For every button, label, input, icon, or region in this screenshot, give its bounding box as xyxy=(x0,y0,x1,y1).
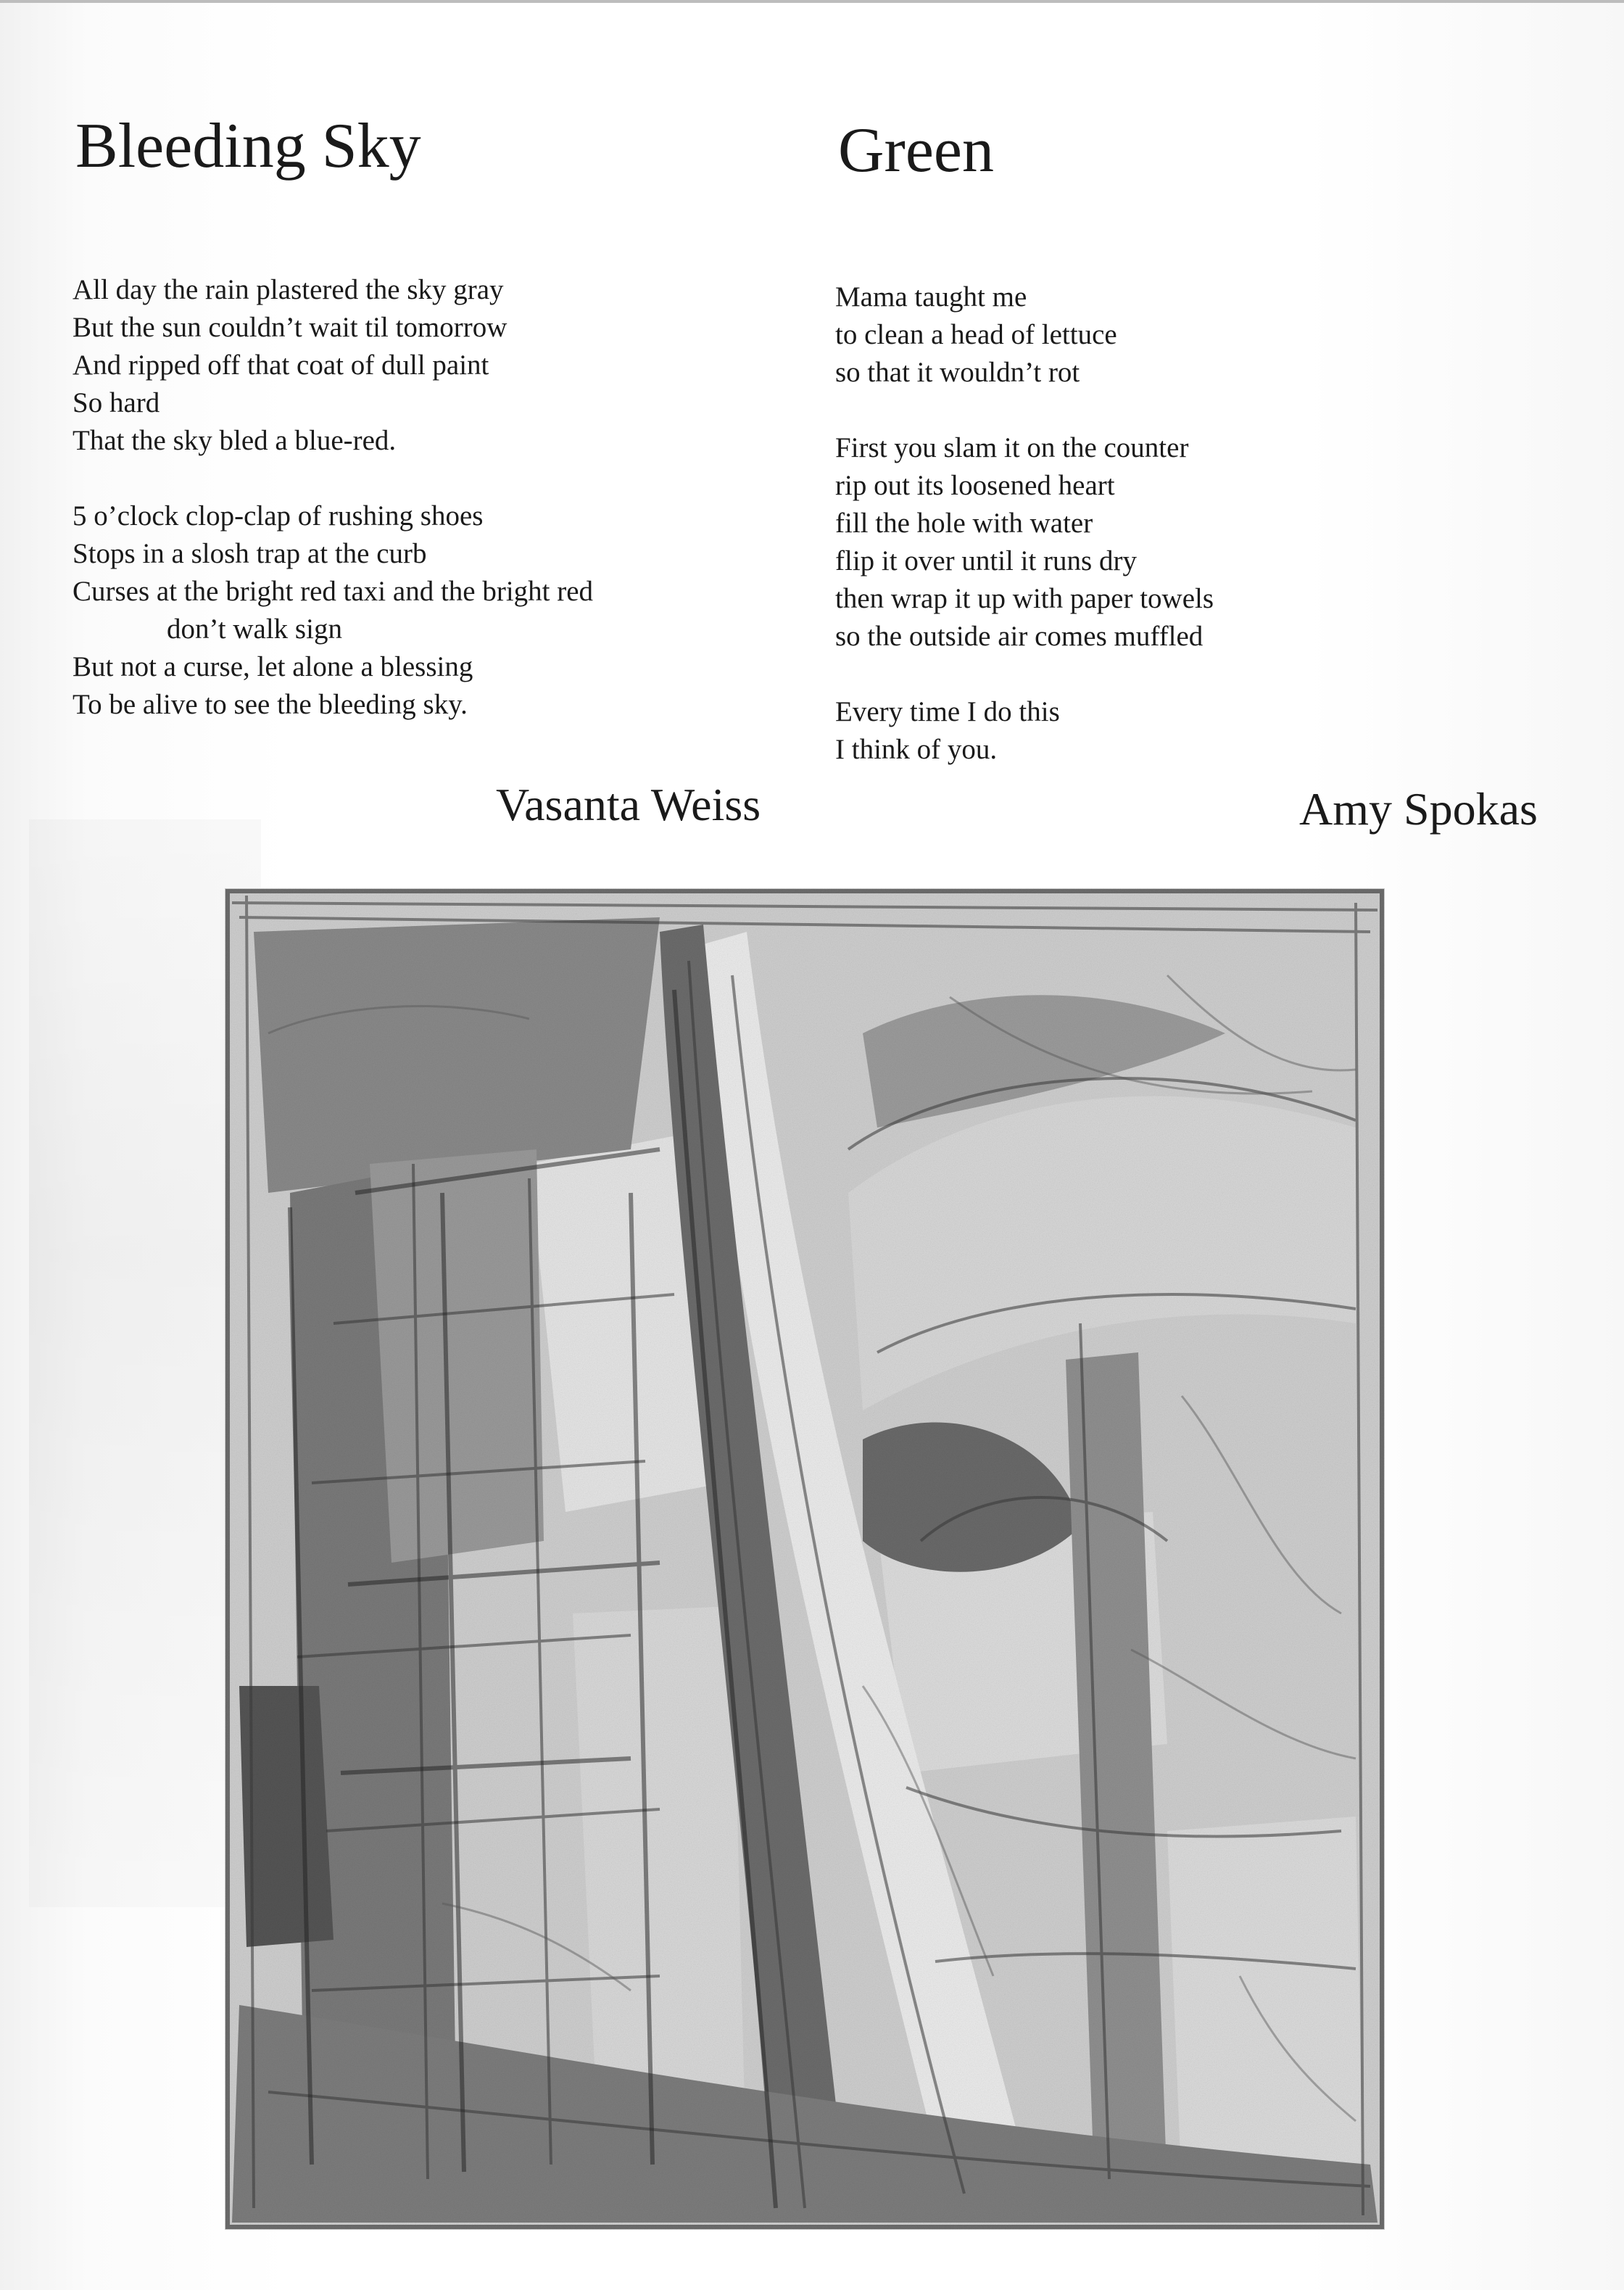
poem-line: And ripped off that coat of dull paint xyxy=(72,350,489,381)
stanza xyxy=(835,278,1214,392)
stanza-gap xyxy=(835,392,1214,429)
page-edge xyxy=(0,0,1624,3)
poem-line: rip out its loosened heart xyxy=(835,470,1115,501)
stanza xyxy=(835,693,1214,769)
poem-line: Curses at the bright red taxi and the bright red xyxy=(72,576,594,607)
stanza xyxy=(835,429,1214,656)
poem-line: To be alive to see the bleeding sky. xyxy=(72,689,468,720)
poem-line: to clean a head of lettuce xyxy=(835,319,1117,350)
sketch-icon xyxy=(225,888,1385,2230)
poem-line: First you slam it on the counter xyxy=(835,432,1189,463)
poem-line: But not a curse, let alone a blessing xyxy=(72,651,473,682)
poem-line: So hard xyxy=(72,387,160,418)
poem-line: so that it wouldn’t rot xyxy=(835,357,1080,388)
poem-line: All day the rain plastered the sky gray xyxy=(72,274,504,305)
stanza-gap xyxy=(835,656,1214,693)
author-vasanta-weiss: Vasanta Weiss xyxy=(496,779,761,830)
poem-line: Stops in a slosh trap at the curb xyxy=(72,538,427,569)
poem-title: Green xyxy=(838,115,994,186)
stanza xyxy=(72,271,593,460)
poem-bleeding-sky xyxy=(75,111,421,181)
stanza xyxy=(72,497,593,724)
poem-line: Every time I do this xyxy=(835,696,1060,727)
poem-green xyxy=(838,115,994,186)
poem-green-body xyxy=(835,278,1214,769)
poem-line: flip it over until it runs dry xyxy=(835,545,1137,576)
poem-line: 5 o’clock clop-clap of rushing shoes xyxy=(72,500,484,532)
poem-line: so the outside air comes muffled xyxy=(835,621,1204,652)
pencil-sketch-drawing xyxy=(225,888,1385,2230)
poem-bleeding-sky-body xyxy=(72,271,593,724)
poem-title: Bleeding Sky xyxy=(75,111,421,181)
poem-line: But the sun couldn’t wait til tomorrow xyxy=(72,312,508,343)
poem-line: That the sky bled a blue-red. xyxy=(72,425,397,456)
poem-line: then wrap it up with paper towels xyxy=(835,583,1214,614)
poem-line: Mama taught me xyxy=(835,281,1027,313)
poem-line: fill the hole with water xyxy=(835,508,1093,539)
poem-line: don’t walk sign xyxy=(167,613,342,645)
author-amy-spokas: Amy Spokas xyxy=(1299,783,1538,835)
stanza-gap xyxy=(72,460,593,497)
poem-line: I think of you. xyxy=(835,734,998,765)
